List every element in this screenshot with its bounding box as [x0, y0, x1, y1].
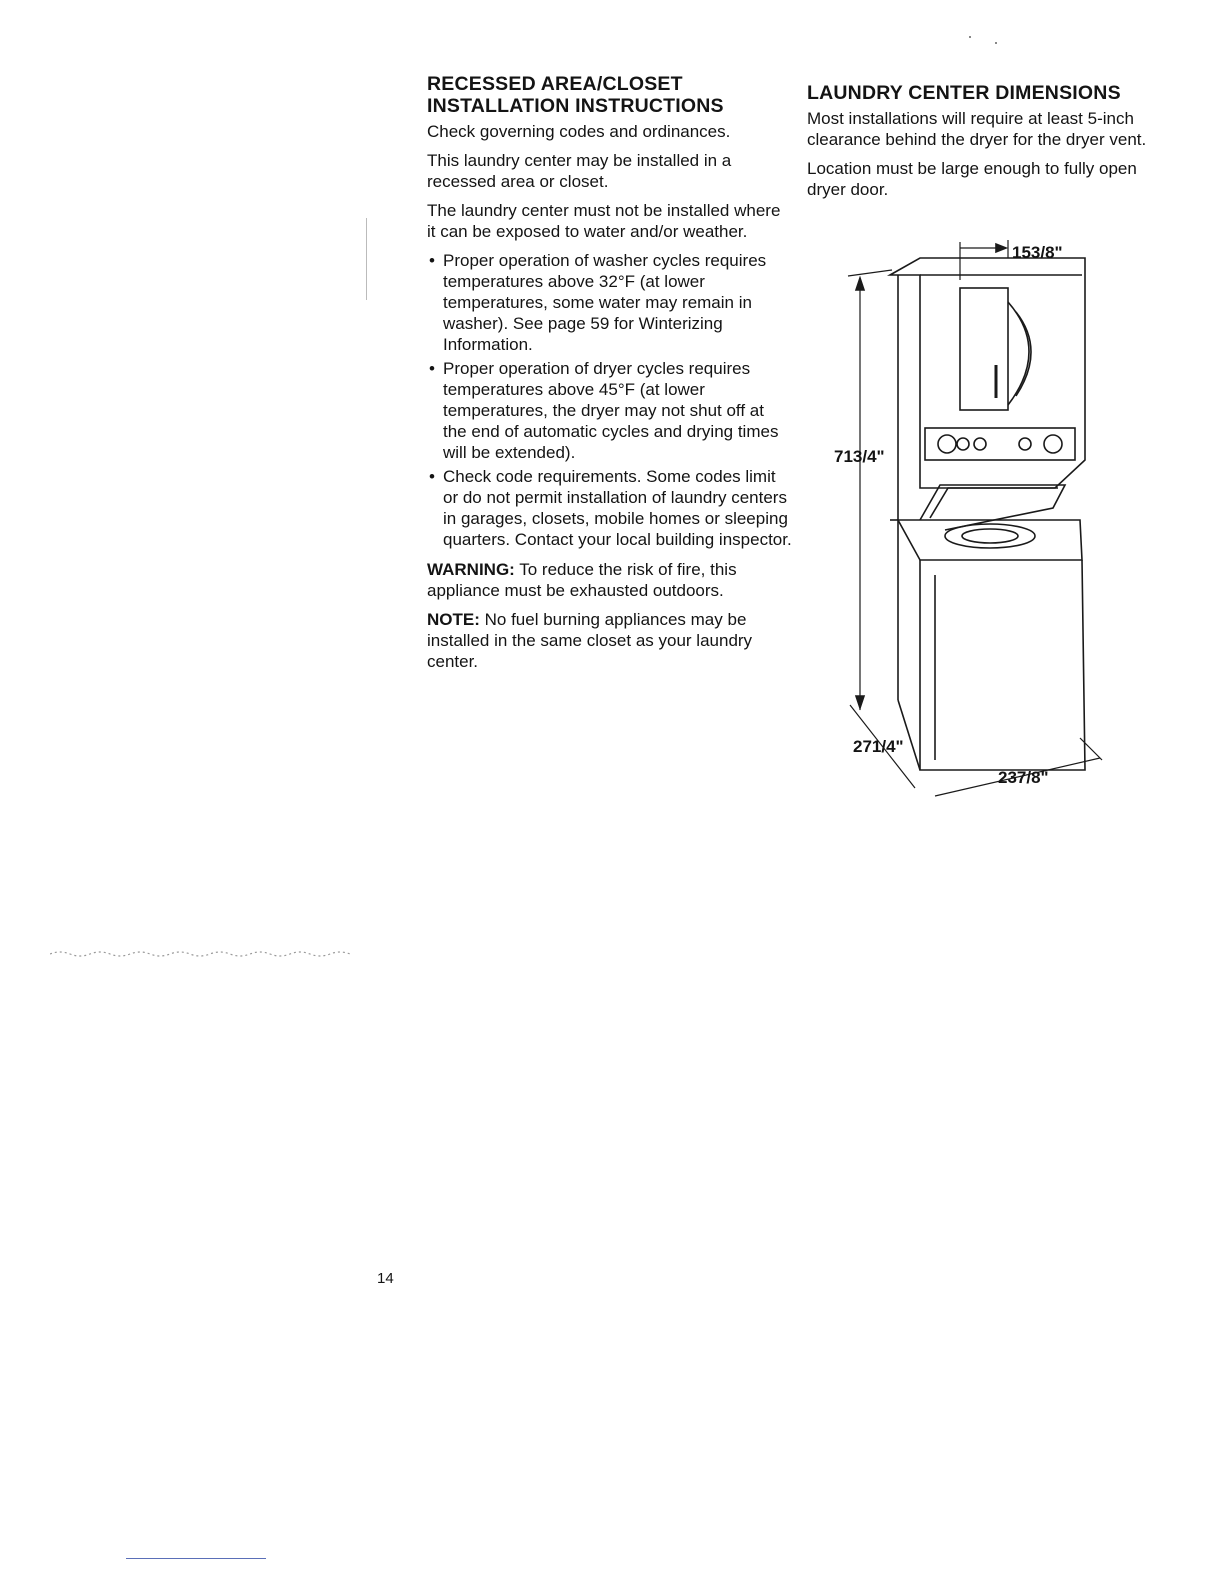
recessed-title-line2: INSTALLATION INSTRUCTIONS: [427, 95, 724, 117]
control-knob-right: [1044, 435, 1062, 453]
list-item-washer-temp: • Proper operation of washer cycles requires temperatures above 32°F (at lower temperatures, some water may remain in washer). See page 59 for Winterizing Information.: [427, 250, 792, 355]
height-label: 713/4": [834, 447, 885, 466]
page-number: 14: [377, 1270, 394, 1287]
note-label: NOTE:: [427, 610, 480, 629]
dryer-drum-opening: [1008, 302, 1029, 405]
control-knob-left: [938, 435, 956, 453]
list-item-dryer-temp: • Proper operation of dryer cycles requires temperatures above 45°F (at lower temperatures, the dryer may not shut off at the end of automatic cycles and drying times will be extended).: [427, 358, 792, 463]
recessed-paragraph-location: This laundry center may be installed in a recessed area or closet.: [427, 151, 732, 191]
dryer-cabinet-outline: [890, 258, 1085, 488]
scan-speck: [995, 42, 997, 44]
washer-cabinet: [920, 560, 1085, 770]
dimensions-paragraph-door: Location must be large enough to fully open dryer door.: [807, 159, 1137, 199]
recessed-title-line1: RECESSED AREA/CLOSET: [427, 73, 683, 95]
bottom-rule: [126, 1558, 266, 1559]
dimensions-paragraph-vent: Most installations will require at least 5-inch clearance behind the dryer for the dryer vent.: [807, 109, 1147, 149]
scan-artifact-line: [366, 218, 367, 300]
recessed-paragraph-codes: Check governing codes and ordinances.: [427, 122, 731, 141]
width-label: 237/8": [998, 768, 1049, 787]
control-panel: [925, 428, 1075, 460]
depth-label: 271/4": [853, 737, 904, 756]
dimensions-title: LAUNDRY CENTER DIMENSIONS: [807, 82, 1121, 104]
scan-speck: [969, 36, 971, 38]
recessed-title: [427, 73, 792, 117]
dimensions-section: [807, 82, 1152, 208]
recessed-installation-section: [427, 73, 792, 680]
list-item-code-check: • Check code requirements. Some codes limit or do not permit installation of laundry centers in garages, closets, mobile homes or sleeping quarters. Contact your local building inspector.: [427, 466, 792, 550]
warning-text: To reduce the risk of fire, this appliance must be exhausted outdoors.: [427, 560, 737, 600]
door-depth-label: 153/8": [1012, 243, 1063, 262]
washer-tub: [945, 524, 1035, 548]
dryer-door: [960, 288, 1008, 410]
warning-label: WARNING:: [427, 560, 515, 579]
note-paragraph: [427, 609, 792, 672]
washer-top: [898, 520, 1082, 560]
note-text: No fuel burning appliances may be installed in the same closet as your laundry center.: [427, 610, 753, 671]
recessed-paragraph-exposure: The laundry center must not be installed where it can be exposed to water and/or weather.: [427, 201, 781, 241]
requirements-list: [427, 250, 792, 550]
warning-paragraph: [427, 559, 792, 601]
laundry-center-dimension-diagram: [820, 230, 1120, 810]
scan-noise-artifact: [50, 948, 355, 958]
